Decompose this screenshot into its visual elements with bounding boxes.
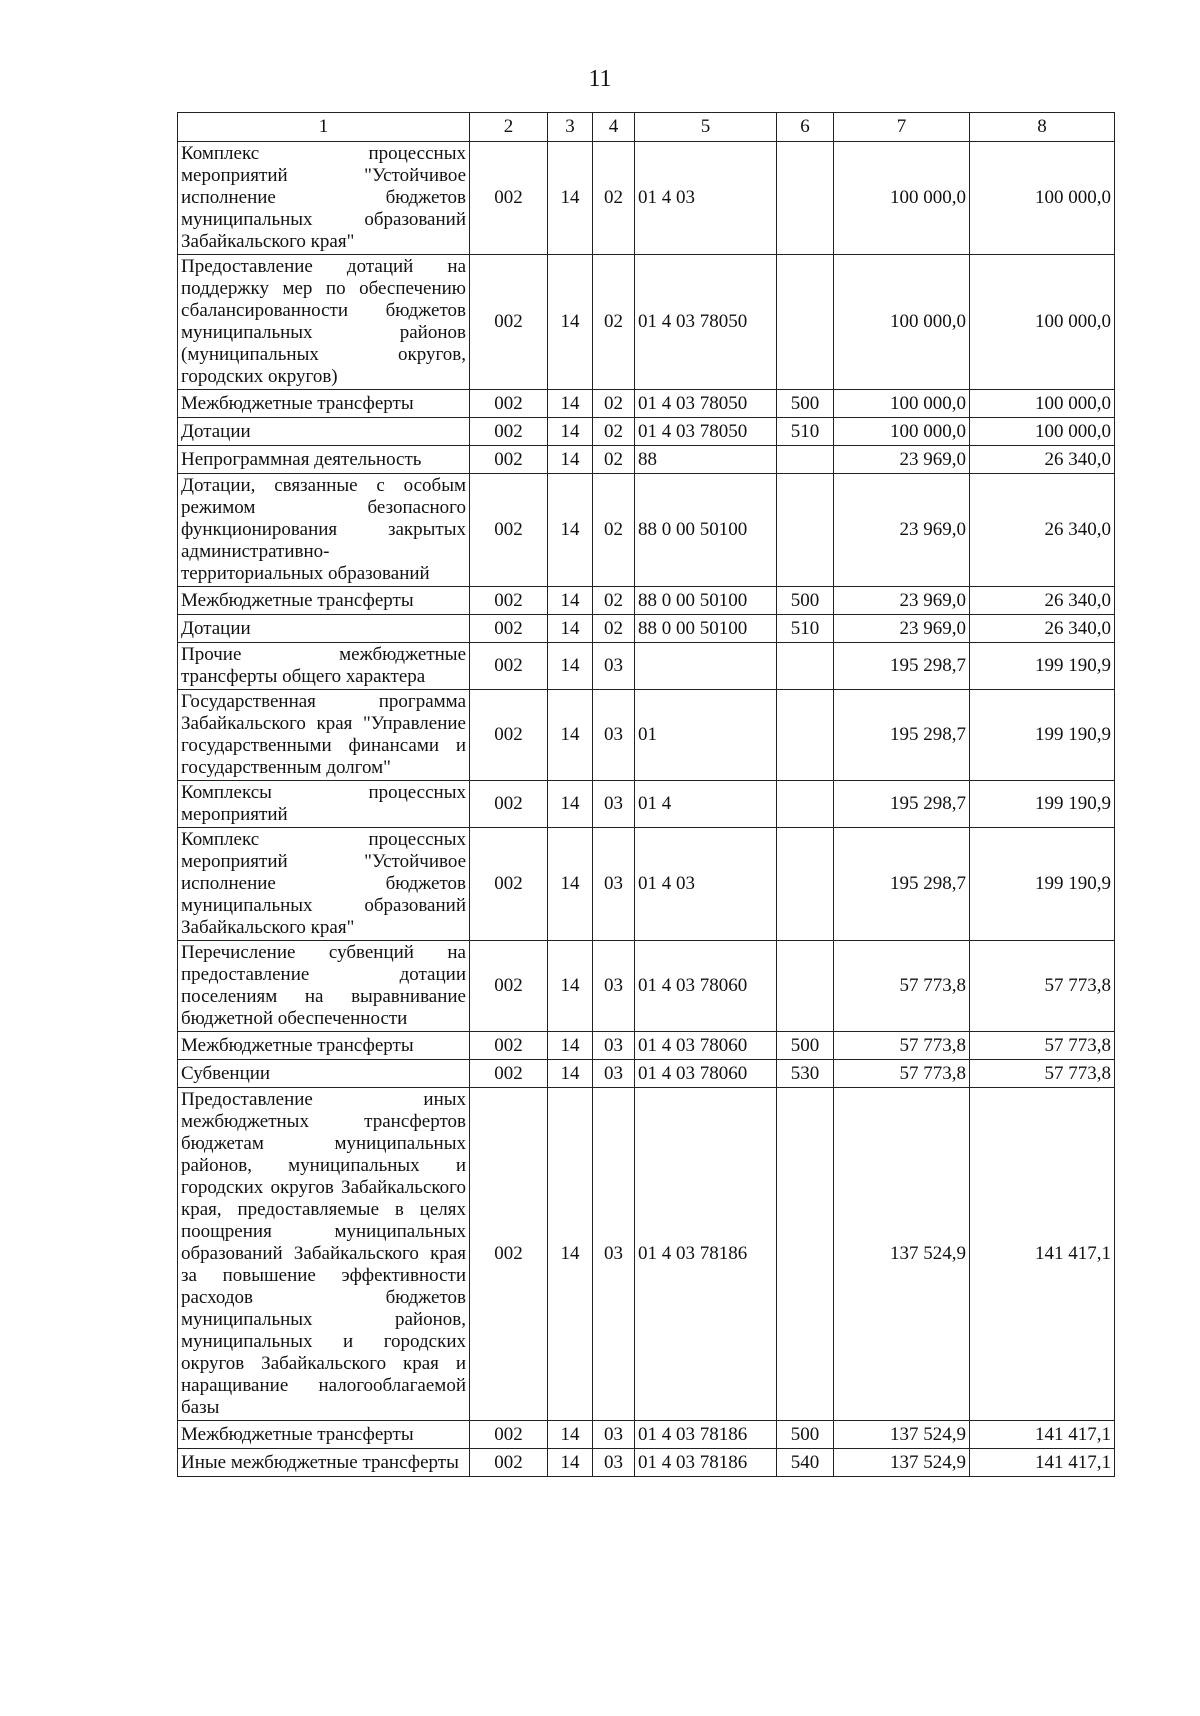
expense-type-cell: 530 xyxy=(777,1060,834,1088)
target-article-cell: 01 4 03 78050 xyxy=(635,255,777,390)
amount-year-1-cell: 195 298,7 xyxy=(834,828,970,941)
item-name-cell: Комплекс процессных мероприятий "Устойчивое исполнение бюджетов муниципальных образований Забайкальского края" xyxy=(178,828,470,941)
table-row xyxy=(178,1060,1115,1088)
expense-type-cell xyxy=(777,474,834,587)
item-name-cell: Прочие межбюджетные трансферты общего характера xyxy=(178,643,470,690)
amount-year-1-cell: 137 524,9 xyxy=(834,1449,970,1477)
table-row xyxy=(178,1449,1115,1477)
amount-year-2-cell: 57 773,8 xyxy=(970,1060,1115,1088)
amount-year-2-cell: 100 000,0 xyxy=(970,255,1115,390)
ministry-code-cell: 002 xyxy=(470,1032,548,1060)
amount-year-1-cell: 100 000,0 xyxy=(834,418,970,446)
expense-type-cell xyxy=(777,828,834,941)
target-article-cell xyxy=(635,643,777,690)
ministry-code-cell: 002 xyxy=(470,255,548,390)
budget-table xyxy=(177,112,1115,1477)
expense-type-cell: 500 xyxy=(777,587,834,615)
ministry-code-cell: 002 xyxy=(470,690,548,781)
table-row xyxy=(178,474,1115,587)
section-code-cell: 14 xyxy=(548,390,593,418)
item-name-cell: Межбюджетные трансферты xyxy=(178,587,470,615)
amount-year-2-cell: 57 773,8 xyxy=(970,1032,1115,1060)
subsection-code-cell: 02 xyxy=(593,418,635,446)
subsection-code-cell: 02 xyxy=(593,474,635,587)
amount-year-2-cell: 26 340,0 xyxy=(970,446,1115,474)
target-article-cell: 01 4 03 78186 xyxy=(635,1088,777,1421)
target-article-cell: 01 4 03 78186 xyxy=(635,1449,777,1477)
amount-year-2-cell: 100 000,0 xyxy=(970,390,1115,418)
amount-year-1-cell: 23 969,0 xyxy=(834,474,970,587)
target-article-cell: 01 4 03 78050 xyxy=(635,390,777,418)
subsection-code-cell: 03 xyxy=(593,1060,635,1088)
subsection-code-cell: 02 xyxy=(593,615,635,643)
table-row xyxy=(178,390,1115,418)
section-code-cell: 14 xyxy=(548,255,593,390)
section-code-cell: 14 xyxy=(548,828,593,941)
expense-type-cell: 510 xyxy=(777,615,834,643)
column-header: 6 xyxy=(777,113,834,142)
ministry-code-cell: 002 xyxy=(470,1421,548,1449)
amount-year-1-cell: 100 000,0 xyxy=(834,390,970,418)
amount-year-2-cell: 199 190,9 xyxy=(970,643,1115,690)
expense-type-cell xyxy=(777,446,834,474)
expense-type-cell xyxy=(777,255,834,390)
section-code-cell: 14 xyxy=(548,418,593,446)
subsection-code-cell: 02 xyxy=(593,255,635,390)
ministry-code-cell: 002 xyxy=(470,941,548,1032)
subsection-code-cell: 03 xyxy=(593,1421,635,1449)
item-name-cell: Предоставление дотаций на поддержку мер по обеспечению сбалансированности бюджетов муниципальных районов (муниципальных округов, городских округов) xyxy=(178,255,470,390)
ministry-code-cell: 002 xyxy=(470,587,548,615)
table-row xyxy=(178,828,1115,941)
column-header: 7 xyxy=(834,113,970,142)
amount-year-1-cell: 100 000,0 xyxy=(834,255,970,390)
amount-year-2-cell: 141 417,1 xyxy=(970,1421,1115,1449)
target-article-cell: 01 4 03 78060 xyxy=(635,1060,777,1088)
ministry-code-cell: 002 xyxy=(470,781,548,828)
expense-type-cell xyxy=(777,142,834,255)
section-code-cell: 14 xyxy=(548,615,593,643)
expense-type-cell xyxy=(777,781,834,828)
subsection-code-cell: 02 xyxy=(593,142,635,255)
subsection-code-cell: 03 xyxy=(593,781,635,828)
item-name-cell: Государственная программа Забайкальского края "Управление государственными финансами и государственным долгом" xyxy=(178,690,470,781)
item-name-cell: Комплексы процессных мероприятий xyxy=(178,781,470,828)
amount-year-1-cell: 23 969,0 xyxy=(834,615,970,643)
table-row xyxy=(178,418,1115,446)
subsection-code-cell: 03 xyxy=(593,690,635,781)
amount-year-2-cell: 141 417,1 xyxy=(970,1449,1115,1477)
target-article-cell: 01 4 03 78186 xyxy=(635,1421,777,1449)
target-article-cell: 88 xyxy=(635,446,777,474)
ministry-code-cell: 002 xyxy=(470,643,548,690)
ministry-code-cell: 002 xyxy=(470,142,548,255)
subsection-code-cell: 03 xyxy=(593,643,635,690)
subsection-code-cell: 02 xyxy=(593,446,635,474)
column-header: 1 xyxy=(178,113,470,142)
amount-year-2-cell: 199 190,9 xyxy=(970,690,1115,781)
amount-year-1-cell: 57 773,8 xyxy=(834,1060,970,1088)
item-name-cell: Непрограммная деятельность xyxy=(178,446,470,474)
section-code-cell: 14 xyxy=(548,1060,593,1088)
amount-year-1-cell: 137 524,9 xyxy=(834,1421,970,1449)
table-row xyxy=(178,643,1115,690)
target-article-cell: 01 4 03 78050 xyxy=(635,418,777,446)
table-row xyxy=(178,587,1115,615)
expense-type-cell: 500 xyxy=(777,390,834,418)
section-code-cell: 14 xyxy=(548,1449,593,1477)
table-row xyxy=(178,255,1115,390)
ministry-code-cell: 002 xyxy=(470,828,548,941)
section-code-cell: 14 xyxy=(548,643,593,690)
ministry-code-cell: 002 xyxy=(470,390,548,418)
amount-year-2-cell: 26 340,0 xyxy=(970,615,1115,643)
expense-type-cell xyxy=(777,941,834,1032)
column-header: 8 xyxy=(970,113,1115,142)
amount-year-1-cell: 57 773,8 xyxy=(834,1032,970,1060)
table-row xyxy=(178,1088,1115,1421)
subsection-code-cell: 03 xyxy=(593,1088,635,1421)
target-article-cell: 88 0 00 50100 xyxy=(635,474,777,587)
amount-year-2-cell: 26 340,0 xyxy=(970,474,1115,587)
section-code-cell: 14 xyxy=(548,474,593,587)
section-code-cell: 14 xyxy=(548,941,593,1032)
amount-year-1-cell: 23 969,0 xyxy=(834,587,970,615)
amount-year-2-cell: 141 417,1 xyxy=(970,1088,1115,1421)
amount-year-2-cell: 199 190,9 xyxy=(970,828,1115,941)
amount-year-1-cell: 195 298,7 xyxy=(834,690,970,781)
expense-type-cell xyxy=(777,690,834,781)
item-name-cell: Иные межбюджетные трансферты xyxy=(178,1449,470,1477)
item-name-cell: Комплекс процессных мероприятий "Устойчивое исполнение бюджетов муниципальных образований Забайкальского края" xyxy=(178,142,470,255)
amount-year-1-cell: 195 298,7 xyxy=(834,781,970,828)
ministry-code-cell: 002 xyxy=(470,446,548,474)
item-name-cell: Межбюджетные трансферты xyxy=(178,390,470,418)
target-article-cell: 88 0 00 50100 xyxy=(635,615,777,643)
amount-year-2-cell: 100 000,0 xyxy=(970,142,1115,255)
section-code-cell: 14 xyxy=(548,1088,593,1421)
subsection-code-cell: 03 xyxy=(593,941,635,1032)
section-code-cell: 14 xyxy=(548,446,593,474)
ministry-code-cell: 002 xyxy=(470,615,548,643)
target-article-cell: 01 4 03 xyxy=(635,142,777,255)
amount-year-1-cell: 195 298,7 xyxy=(834,643,970,690)
ministry-code-cell: 002 xyxy=(470,1088,548,1421)
target-article-cell: 88 0 00 50100 xyxy=(635,587,777,615)
subsection-code-cell: 03 xyxy=(593,828,635,941)
section-code-cell: 14 xyxy=(548,781,593,828)
expense-type-cell: 500 xyxy=(777,1421,834,1449)
amount-year-2-cell: 26 340,0 xyxy=(970,587,1115,615)
amount-year-1-cell: 57 773,8 xyxy=(834,941,970,1032)
amount-year-2-cell: 57 773,8 xyxy=(970,941,1115,1032)
amount-year-2-cell: 199 190,9 xyxy=(970,781,1115,828)
item-name-cell: Субвенции xyxy=(178,1060,470,1088)
item-name-cell: Межбюджетные трансферты xyxy=(178,1421,470,1449)
subsection-code-cell: 02 xyxy=(593,587,635,615)
amount-year-2-cell: 100 000,0 xyxy=(970,418,1115,446)
target-article-cell: 01 4 03 xyxy=(635,828,777,941)
table-row xyxy=(178,1032,1115,1060)
subsection-code-cell: 02 xyxy=(593,390,635,418)
ministry-code-cell: 002 xyxy=(470,1449,548,1477)
table-row xyxy=(178,142,1115,255)
amount-year-1-cell: 23 969,0 xyxy=(834,446,970,474)
table-row xyxy=(178,446,1115,474)
target-article-cell: 01 xyxy=(635,690,777,781)
item-name-cell: Перечисление субвенций на предоставление дотации поселениям на выравнивание бюджетной обеспеченности xyxy=(178,941,470,1032)
section-code-cell: 14 xyxy=(548,1032,593,1060)
table-row xyxy=(178,781,1115,828)
subsection-code-cell: 03 xyxy=(593,1032,635,1060)
header-row xyxy=(178,113,1115,142)
item-name-cell: Межбюджетные трансферты xyxy=(178,1032,470,1060)
column-header: 2 xyxy=(470,113,548,142)
item-name-cell: Дотации, связанные с особым режимом безопасного функционирования закрытых административно-территориальных образований xyxy=(178,474,470,587)
table-row xyxy=(178,690,1115,781)
expense-type-cell: 510 xyxy=(777,418,834,446)
target-article-cell: 01 4 03 78060 xyxy=(635,941,777,1032)
item-name-cell: Дотации xyxy=(178,418,470,446)
table-row xyxy=(178,1421,1115,1449)
expense-type-cell xyxy=(777,1088,834,1421)
target-article-cell: 01 4 xyxy=(635,781,777,828)
expense-type-cell: 500 xyxy=(777,1032,834,1060)
section-code-cell: 14 xyxy=(548,1421,593,1449)
column-header: 3 xyxy=(548,113,593,142)
section-code-cell: 14 xyxy=(548,142,593,255)
column-header: 4 xyxy=(593,113,635,142)
item-name-cell: Дотации xyxy=(178,615,470,643)
amount-year-1-cell: 137 524,9 xyxy=(834,1088,970,1421)
subsection-code-cell: 03 xyxy=(593,1449,635,1477)
expense-type-cell: 540 xyxy=(777,1449,834,1477)
amount-year-1-cell: 100 000,0 xyxy=(834,142,970,255)
column-header: 5 xyxy=(635,113,777,142)
ministry-code-cell: 002 xyxy=(470,474,548,587)
section-code-cell: 14 xyxy=(548,587,593,615)
item-name-cell: Предоставление иных межбюджетных трансфертов бюджетам муниципальных районов, муниципальных и городских округов Забайкальского края, предоставляемые в целях поощрения муниципальных образований Забайкальского края за повышение эффективности расходов бюджетов муниципальных районов, муниципальных и городских округов Забайкальского края и наращивание налогооблагаемой базы xyxy=(178,1088,470,1421)
page-number: 11 xyxy=(588,66,612,92)
ministry-code-cell: 002 xyxy=(470,418,548,446)
section-code-cell: 14 xyxy=(548,690,593,781)
ministry-code-cell: 002 xyxy=(470,1060,548,1088)
table-row xyxy=(178,615,1115,643)
target-article-cell: 01 4 03 78060 xyxy=(635,1032,777,1060)
expense-type-cell xyxy=(777,643,834,690)
table-row xyxy=(178,941,1115,1032)
